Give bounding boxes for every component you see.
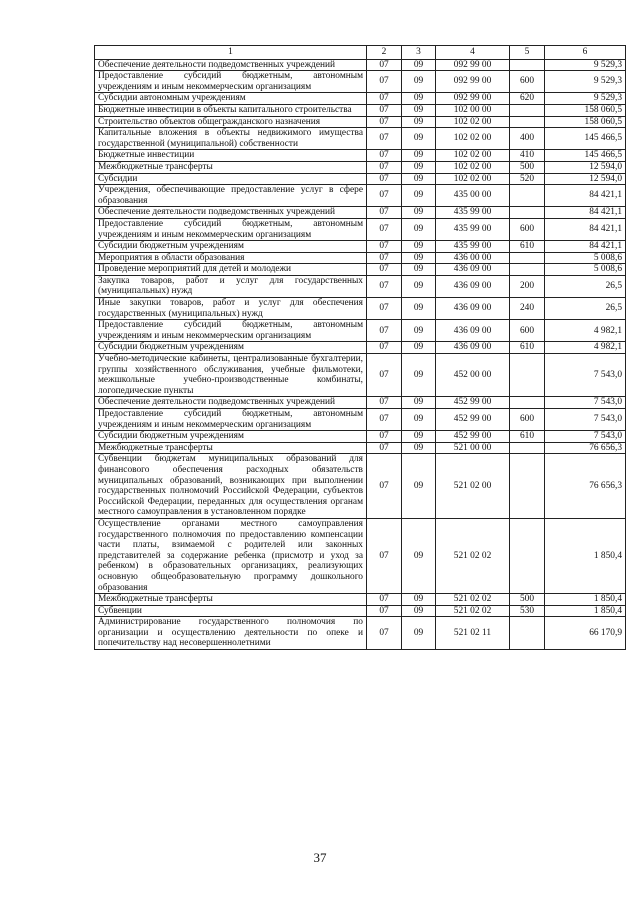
amount-cell: 84 421,1 bbox=[545, 207, 626, 219]
subsection-code-cell: 09 bbox=[402, 185, 436, 207]
expense-name-cell: Бюджетные инвестиции в объекты капитального строительства bbox=[95, 104, 367, 116]
subsection-code-cell: 09 bbox=[402, 59, 436, 71]
expense-name-cell: Предоставление субсидий бюджетным, автономным учреждениям и иным некоммерческим организациям bbox=[95, 218, 367, 240]
amount-cell: 12 594,0 bbox=[545, 173, 626, 185]
amount-cell: 26,5 bbox=[545, 298, 626, 320]
subsection-code-cell: 09 bbox=[402, 354, 436, 397]
target-item-cell: 436 09 00 bbox=[436, 342, 510, 354]
subsection-code-cell: 09 bbox=[402, 93, 436, 105]
expense-type-cell: 500 bbox=[510, 161, 545, 173]
table-row bbox=[95, 59, 626, 71]
section-code-cell: 07 bbox=[367, 442, 402, 454]
section-code-cell: 07 bbox=[367, 173, 402, 185]
amount-cell: 158 060,5 bbox=[545, 116, 626, 128]
table-body bbox=[95, 59, 626, 649]
table-row bbox=[95, 104, 626, 116]
amount-cell: 84 421,1 bbox=[545, 218, 626, 240]
target-item-cell: 092 99 00 bbox=[436, 59, 510, 71]
table-row bbox=[95, 617, 626, 650]
table-row bbox=[95, 454, 626, 519]
table-row bbox=[95, 218, 626, 240]
section-code-cell: 07 bbox=[367, 128, 402, 150]
section-code-cell: 07 bbox=[367, 241, 402, 253]
expense-type-cell: 200 bbox=[510, 275, 545, 297]
subsection-code-cell: 09 bbox=[402, 275, 436, 297]
section-code-cell: 07 bbox=[367, 275, 402, 297]
table-row bbox=[95, 173, 626, 185]
table-row bbox=[95, 354, 626, 397]
amount-cell: 66 170,9 bbox=[545, 617, 626, 650]
table-row bbox=[95, 397, 626, 409]
amount-cell: 76 656,3 bbox=[545, 454, 626, 519]
table-row bbox=[95, 518, 626, 593]
expense-type-cell: 600 bbox=[510, 218, 545, 240]
section-code-cell: 07 bbox=[367, 161, 402, 173]
expense-name-cell: Субсидии bbox=[95, 173, 367, 185]
expense-name-cell: Межбюджетные трансферты bbox=[95, 594, 367, 606]
expense-type-cell: 610 bbox=[510, 431, 545, 443]
section-code-cell: 07 bbox=[367, 207, 402, 219]
table-row bbox=[95, 342, 626, 354]
table-row bbox=[95, 298, 626, 320]
expense-name-cell: Предоставление субсидий бюджетным, автономным учреждениям и иным некоммерческим организациям bbox=[95, 409, 367, 431]
subsection-code-cell: 09 bbox=[402, 298, 436, 320]
expense-type-cell bbox=[510, 185, 545, 207]
subsection-code-cell: 09 bbox=[402, 431, 436, 443]
amount-cell: 5 008,6 bbox=[545, 252, 626, 264]
table-row bbox=[95, 264, 626, 276]
amount-cell: 76 656,3 bbox=[545, 442, 626, 454]
expense-type-cell bbox=[510, 454, 545, 519]
table-row bbox=[95, 442, 626, 454]
target-item-cell: 102 02 00 bbox=[436, 116, 510, 128]
header-cell: 6 bbox=[545, 46, 626, 60]
expense-name-cell: Строительство объектов общегражданского назначения bbox=[95, 116, 367, 128]
expense-type-cell: 620 bbox=[510, 93, 545, 105]
expense-name-cell: Субсидии бюджетным учреждениям bbox=[95, 431, 367, 443]
table-row bbox=[95, 207, 626, 219]
amount-cell: 84 421,1 bbox=[545, 185, 626, 207]
budget-table bbox=[94, 45, 626, 650]
section-code-cell: 07 bbox=[367, 342, 402, 354]
amount-cell: 9 529,3 bbox=[545, 59, 626, 71]
expense-type-cell bbox=[510, 207, 545, 219]
target-item-cell: 435 00 00 bbox=[436, 185, 510, 207]
target-item-cell: 102 02 00 bbox=[436, 161, 510, 173]
section-code-cell: 07 bbox=[367, 431, 402, 443]
table-row bbox=[95, 409, 626, 431]
table-row bbox=[95, 605, 626, 617]
expense-type-cell bbox=[510, 252, 545, 264]
section-code-cell: 07 bbox=[367, 59, 402, 71]
expense-type-cell: 600 bbox=[510, 320, 545, 342]
subsection-code-cell: 09 bbox=[402, 454, 436, 519]
subsection-code-cell: 09 bbox=[402, 442, 436, 454]
expense-name-cell: Межбюджетные трансферты bbox=[95, 442, 367, 454]
target-item-cell: 435 99 00 bbox=[436, 241, 510, 253]
expense-name-cell: Закупка товаров, работ и услуг для государственных (муниципальных) нужд bbox=[95, 275, 367, 297]
expense-type-cell: 240 bbox=[510, 298, 545, 320]
table-row bbox=[95, 241, 626, 253]
expense-type-cell bbox=[510, 104, 545, 116]
expense-name-cell: Проведение мероприятий для детей и молодежи bbox=[95, 264, 367, 276]
target-item-cell: 436 09 00 bbox=[436, 320, 510, 342]
table-row bbox=[95, 161, 626, 173]
expense-name-cell: Субсидии бюджетным учреждениям bbox=[95, 241, 367, 253]
table-row bbox=[95, 71, 626, 93]
subsection-code-cell: 09 bbox=[402, 594, 436, 606]
target-item-cell: 435 99 00 bbox=[436, 207, 510, 219]
target-item-cell: 436 09 00 bbox=[436, 275, 510, 297]
table-row bbox=[95, 128, 626, 150]
amount-cell: 26,5 bbox=[545, 275, 626, 297]
expense-type-cell bbox=[510, 116, 545, 128]
subsection-code-cell: 09 bbox=[402, 518, 436, 593]
expense-type-cell bbox=[510, 518, 545, 593]
target-item-cell: 092 99 00 bbox=[436, 71, 510, 93]
target-item-cell: 092 99 00 bbox=[436, 93, 510, 105]
subsection-code-cell: 09 bbox=[402, 252, 436, 264]
section-code-cell: 07 bbox=[367, 397, 402, 409]
subsection-code-cell: 09 bbox=[402, 173, 436, 185]
section-code-cell: 07 bbox=[367, 93, 402, 105]
amount-cell: 1 850,4 bbox=[545, 594, 626, 606]
amount-cell: 84 421,1 bbox=[545, 241, 626, 253]
amount-cell: 7 543,0 bbox=[545, 431, 626, 443]
expense-name-cell: Администрирование государственного полномочия по организации и осуществлению деятельности по опеке и попечительству над несовершеннолетними bbox=[95, 617, 367, 650]
target-item-cell: 521 02 00 bbox=[436, 454, 510, 519]
section-code-cell: 07 bbox=[367, 264, 402, 276]
amount-cell: 7 543,0 bbox=[545, 354, 626, 397]
header-cell: 2 bbox=[367, 46, 402, 60]
expense-name-cell: Осуществление органами местного самоуправления государственного полномочия по предоставлению компенсации части платы, взимаемой с родителей или законных представителей за содержание ребенка (присмотр и уход за ребенком) в образовательных организациях, реализующих основную общеобразовательную программу дошкольного образования bbox=[95, 518, 367, 593]
header-cell: 3 bbox=[402, 46, 436, 60]
table-row bbox=[95, 150, 626, 162]
expense-name-cell: Капитальные вложения в объекты недвижимого имущества государственной (муниципальной) собственности bbox=[95, 128, 367, 150]
amount-cell: 4 982,1 bbox=[545, 342, 626, 354]
target-item-cell: 452 00 00 bbox=[436, 354, 510, 397]
expense-type-cell: 600 bbox=[510, 409, 545, 431]
section-code-cell: 07 bbox=[367, 518, 402, 593]
table-row bbox=[95, 252, 626, 264]
subsection-code-cell: 09 bbox=[402, 409, 436, 431]
expense-name-cell: Обеспечение деятельности подведомственных учреждений bbox=[95, 59, 367, 71]
amount-cell: 4 982,1 bbox=[545, 320, 626, 342]
section-code-cell: 07 bbox=[367, 218, 402, 240]
target-item-cell: 436 09 00 bbox=[436, 298, 510, 320]
page-number: 37 bbox=[313, 850, 327, 865]
target-item-cell: 452 99 00 bbox=[436, 431, 510, 443]
expense-name-cell: Предоставление субсидий бюджетным, автономным учреждениям и иным некоммерческим организациям bbox=[95, 71, 367, 93]
header-cell: 5 bbox=[510, 46, 545, 60]
table-row bbox=[95, 275, 626, 297]
target-item-cell: 521 02 02 bbox=[436, 518, 510, 593]
target-item-cell: 521 02 02 bbox=[436, 605, 510, 617]
subsection-code-cell: 09 bbox=[402, 397, 436, 409]
expense-type-cell bbox=[510, 617, 545, 650]
expense-type-cell bbox=[510, 397, 545, 409]
amount-cell: 5 008,6 bbox=[545, 264, 626, 276]
expense-name-cell: Межбюджетные трансферты bbox=[95, 161, 367, 173]
expense-type-cell: 520 bbox=[510, 173, 545, 185]
table-row bbox=[95, 320, 626, 342]
expense-type-cell bbox=[510, 59, 545, 71]
expense-name-cell: Учреждения, обеспечивающие предоставление услуг в сфере образования bbox=[95, 185, 367, 207]
subsection-code-cell: 09 bbox=[402, 161, 436, 173]
expense-type-cell: 530 bbox=[510, 605, 545, 617]
expense-type-cell: 400 bbox=[510, 128, 545, 150]
amount-cell: 1 850,4 bbox=[545, 518, 626, 593]
target-item-cell: 102 00 00 bbox=[436, 104, 510, 116]
section-code-cell: 07 bbox=[367, 617, 402, 650]
target-item-cell: 102 02 00 bbox=[436, 173, 510, 185]
expense-name-cell: Обеспечение деятельности подведомственных учреждений bbox=[95, 207, 367, 219]
expense-type-cell: 500 bbox=[510, 594, 545, 606]
subsection-code-cell: 09 bbox=[402, 116, 436, 128]
subsection-code-cell: 09 bbox=[402, 128, 436, 150]
target-item-cell: 102 02 00 bbox=[436, 150, 510, 162]
section-code-cell: 07 bbox=[367, 104, 402, 116]
header-cell: 4 bbox=[436, 46, 510, 60]
target-item-cell: 435 99 00 bbox=[436, 218, 510, 240]
table-row bbox=[95, 185, 626, 207]
subsection-code-cell: 09 bbox=[402, 71, 436, 93]
table-header-row bbox=[95, 46, 626, 60]
amount-cell: 12 594,0 bbox=[545, 161, 626, 173]
subsection-code-cell: 09 bbox=[402, 342, 436, 354]
section-code-cell: 07 bbox=[367, 116, 402, 128]
target-item-cell: 102 02 00 bbox=[436, 128, 510, 150]
expense-name-cell: Иные закупки товаров, работ и услуг для обеспечения государственных (муниципальных) нужд bbox=[95, 298, 367, 320]
table-row bbox=[95, 431, 626, 443]
subsection-code-cell: 09 bbox=[402, 104, 436, 116]
expense-name-cell: Субсидии автономным учреждениям bbox=[95, 93, 367, 105]
header-cell: 1 bbox=[95, 46, 367, 60]
subsection-code-cell: 09 bbox=[402, 150, 436, 162]
section-code-cell: 07 bbox=[367, 354, 402, 397]
section-code-cell: 07 bbox=[367, 605, 402, 617]
target-item-cell: 521 02 11 bbox=[436, 617, 510, 650]
amount-cell: 145 466,5 bbox=[545, 150, 626, 162]
expense-type-cell bbox=[510, 442, 545, 454]
subsection-code-cell: 09 bbox=[402, 264, 436, 276]
section-code-cell: 07 bbox=[367, 409, 402, 431]
target-item-cell: 436 00 00 bbox=[436, 252, 510, 264]
section-code-cell: 07 bbox=[367, 454, 402, 519]
expense-type-cell: 610 bbox=[510, 241, 545, 253]
section-code-cell: 07 bbox=[367, 150, 402, 162]
table-row bbox=[95, 116, 626, 128]
target-item-cell: 452 99 00 bbox=[436, 409, 510, 431]
expense-name-cell: Субсидии бюджетным учреждениям bbox=[95, 342, 367, 354]
section-code-cell: 07 bbox=[367, 298, 402, 320]
expense-name-cell: Учебно-методические кабинеты, централизованные бухгалтерии, группы хозяйственного обслуживания, учебные фильмотеки, межшкольные учебно-производственные комбинаты, логопедические пункты bbox=[95, 354, 367, 397]
subsection-code-cell: 09 bbox=[402, 241, 436, 253]
amount-cell: 9 529,3 bbox=[545, 71, 626, 93]
expense-type-cell: 600 bbox=[510, 71, 545, 93]
amount-cell: 1 850,4 bbox=[545, 605, 626, 617]
amount-cell: 9 529,3 bbox=[545, 93, 626, 105]
expense-type-cell bbox=[510, 354, 545, 397]
subsection-code-cell: 09 bbox=[402, 218, 436, 240]
amount-cell: 158 060,5 bbox=[545, 104, 626, 116]
target-item-cell: 452 99 00 bbox=[436, 397, 510, 409]
subsection-code-cell: 09 bbox=[402, 207, 436, 219]
expense-name-cell: Обеспечение деятельности подведомственных учреждений bbox=[95, 397, 367, 409]
expense-name-cell: Субвенции bbox=[95, 605, 367, 617]
section-code-cell: 07 bbox=[367, 320, 402, 342]
expense-type-cell: 410 bbox=[510, 150, 545, 162]
table-row bbox=[95, 594, 626, 606]
table-row bbox=[95, 93, 626, 105]
section-code-cell: 07 bbox=[367, 185, 402, 207]
amount-cell: 145 466,5 bbox=[545, 128, 626, 150]
subsection-code-cell: 09 bbox=[402, 617, 436, 650]
expense-type-cell: 610 bbox=[510, 342, 545, 354]
expense-name-cell: Бюджетные инвестиции bbox=[95, 150, 367, 162]
target-item-cell: 521 00 00 bbox=[436, 442, 510, 454]
section-code-cell: 07 bbox=[367, 252, 402, 264]
section-code-cell: 07 bbox=[367, 71, 402, 93]
subsection-code-cell: 09 bbox=[402, 605, 436, 617]
expense-name-cell: Мероприятия в области образования bbox=[95, 252, 367, 264]
expense-name-cell: Субвенции бюджетам муниципальных образований для финансового обеспечения расходных обязательств муниципальных образований, возникающих при выполнении государственных полномочий Российской Федерации, субъектов Российской Федерации, переданных для осуществления органам местного самоуправления в установленном порядке bbox=[95, 454, 367, 519]
amount-cell: 7 543,0 bbox=[545, 409, 626, 431]
target-item-cell: 521 02 02 bbox=[436, 594, 510, 606]
amount-cell: 7 543,0 bbox=[545, 397, 626, 409]
expense-name-cell: Предоставление субсидий бюджетным, автономным учреждениям и иным некоммерческим организациям bbox=[95, 320, 367, 342]
target-item-cell: 436 09 00 bbox=[436, 264, 510, 276]
subsection-code-cell: 09 bbox=[402, 320, 436, 342]
section-code-cell: 07 bbox=[367, 594, 402, 606]
expense-type-cell bbox=[510, 264, 545, 276]
